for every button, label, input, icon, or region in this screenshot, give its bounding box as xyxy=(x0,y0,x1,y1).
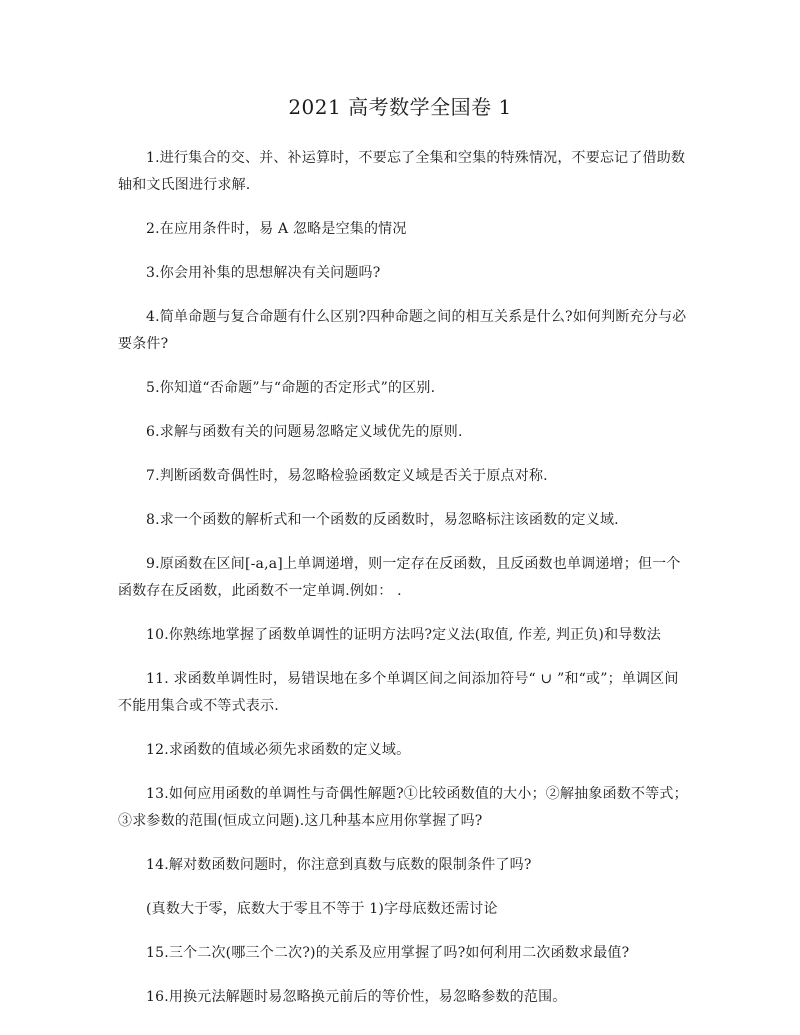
paragraph-1: 1.进行集合的交、并、补运算时，不要忘了全集和空集的特殊情况，不要忘记了借助数轴和文氏图进行求解. xyxy=(118,150,686,193)
paragraph-3: 3.你会用补集的思想解决有关问题吗? xyxy=(146,265,381,281)
paragraph-15: 15.三个二次(哪三个二次?)的关系及应用掌握了吗?如何利用二次函数求最值? xyxy=(146,945,630,961)
document-body xyxy=(118,145,692,1028)
paragraph-2: 2.在应用条件时，易 A 忽略是空集的情况 xyxy=(146,221,407,237)
paragraph-4: 4.简单命题与复合命题有什么区别?四种命题之间的相互关系是什么?如何判断充分与必要条件? xyxy=(118,309,687,352)
paragraph-12: 12.求函数的值域必须先求函数的定义域。 xyxy=(146,742,411,758)
paragraph-5: 5.你知道“否命题”与“命题的否定形式”的区别. xyxy=(146,380,436,396)
paragraph-10: 10.你熟练地掌握了函数单调性的证明方法吗?定义法(取值, 作差, 判正负)和导数法 xyxy=(146,627,661,643)
paragraph-14-note: (真数大于零，底数大于零且不等于 1)字母底数还需讨论 xyxy=(146,901,498,917)
paragraph-11: 11. 求函数单调性时，易错误地在多个单调区间之间添加符号“ ∪ ”和“或”；单调区间不能用集合或不等式表示. xyxy=(118,671,679,714)
page-title: 2021 高考数学全国卷 1 xyxy=(288,95,512,119)
paragraph-9: 9.原函数在区间[-a,a]上单调递增，则一定存在反函数，且反函数也单调递增；但一个函数存在反函数，此函数不一定单调.例如： . xyxy=(118,556,681,599)
paragraph-14: 14.解对数函数问题时，你注意到真数与底数的限制条件了吗? xyxy=(146,857,532,873)
paragraph-6: 6.求解与函数有关的问题易忽略定义域优先的原则. xyxy=(146,424,463,440)
paragraph-13: 13.如何应用函数的单调性与奇偶性解题?①比较函数值的大小；②解抽象函数不等式；③求参数的范围(恒成立问题).这几种基本应用你掌握了吗? xyxy=(118,786,688,829)
paragraph-16: 16.用换元法解题时易忽略换元前后的等价性，易忽略参数的范围。 xyxy=(146,989,567,1005)
paragraph-7: 7.判断函数奇偶性时，易忽略检验函数定义域是否关于原点对称. xyxy=(146,468,548,484)
paragraph-8: 8.求一个函数的解析式和一个函数的反函数时，易忽略标注该函数的定义域. xyxy=(146,512,619,528)
